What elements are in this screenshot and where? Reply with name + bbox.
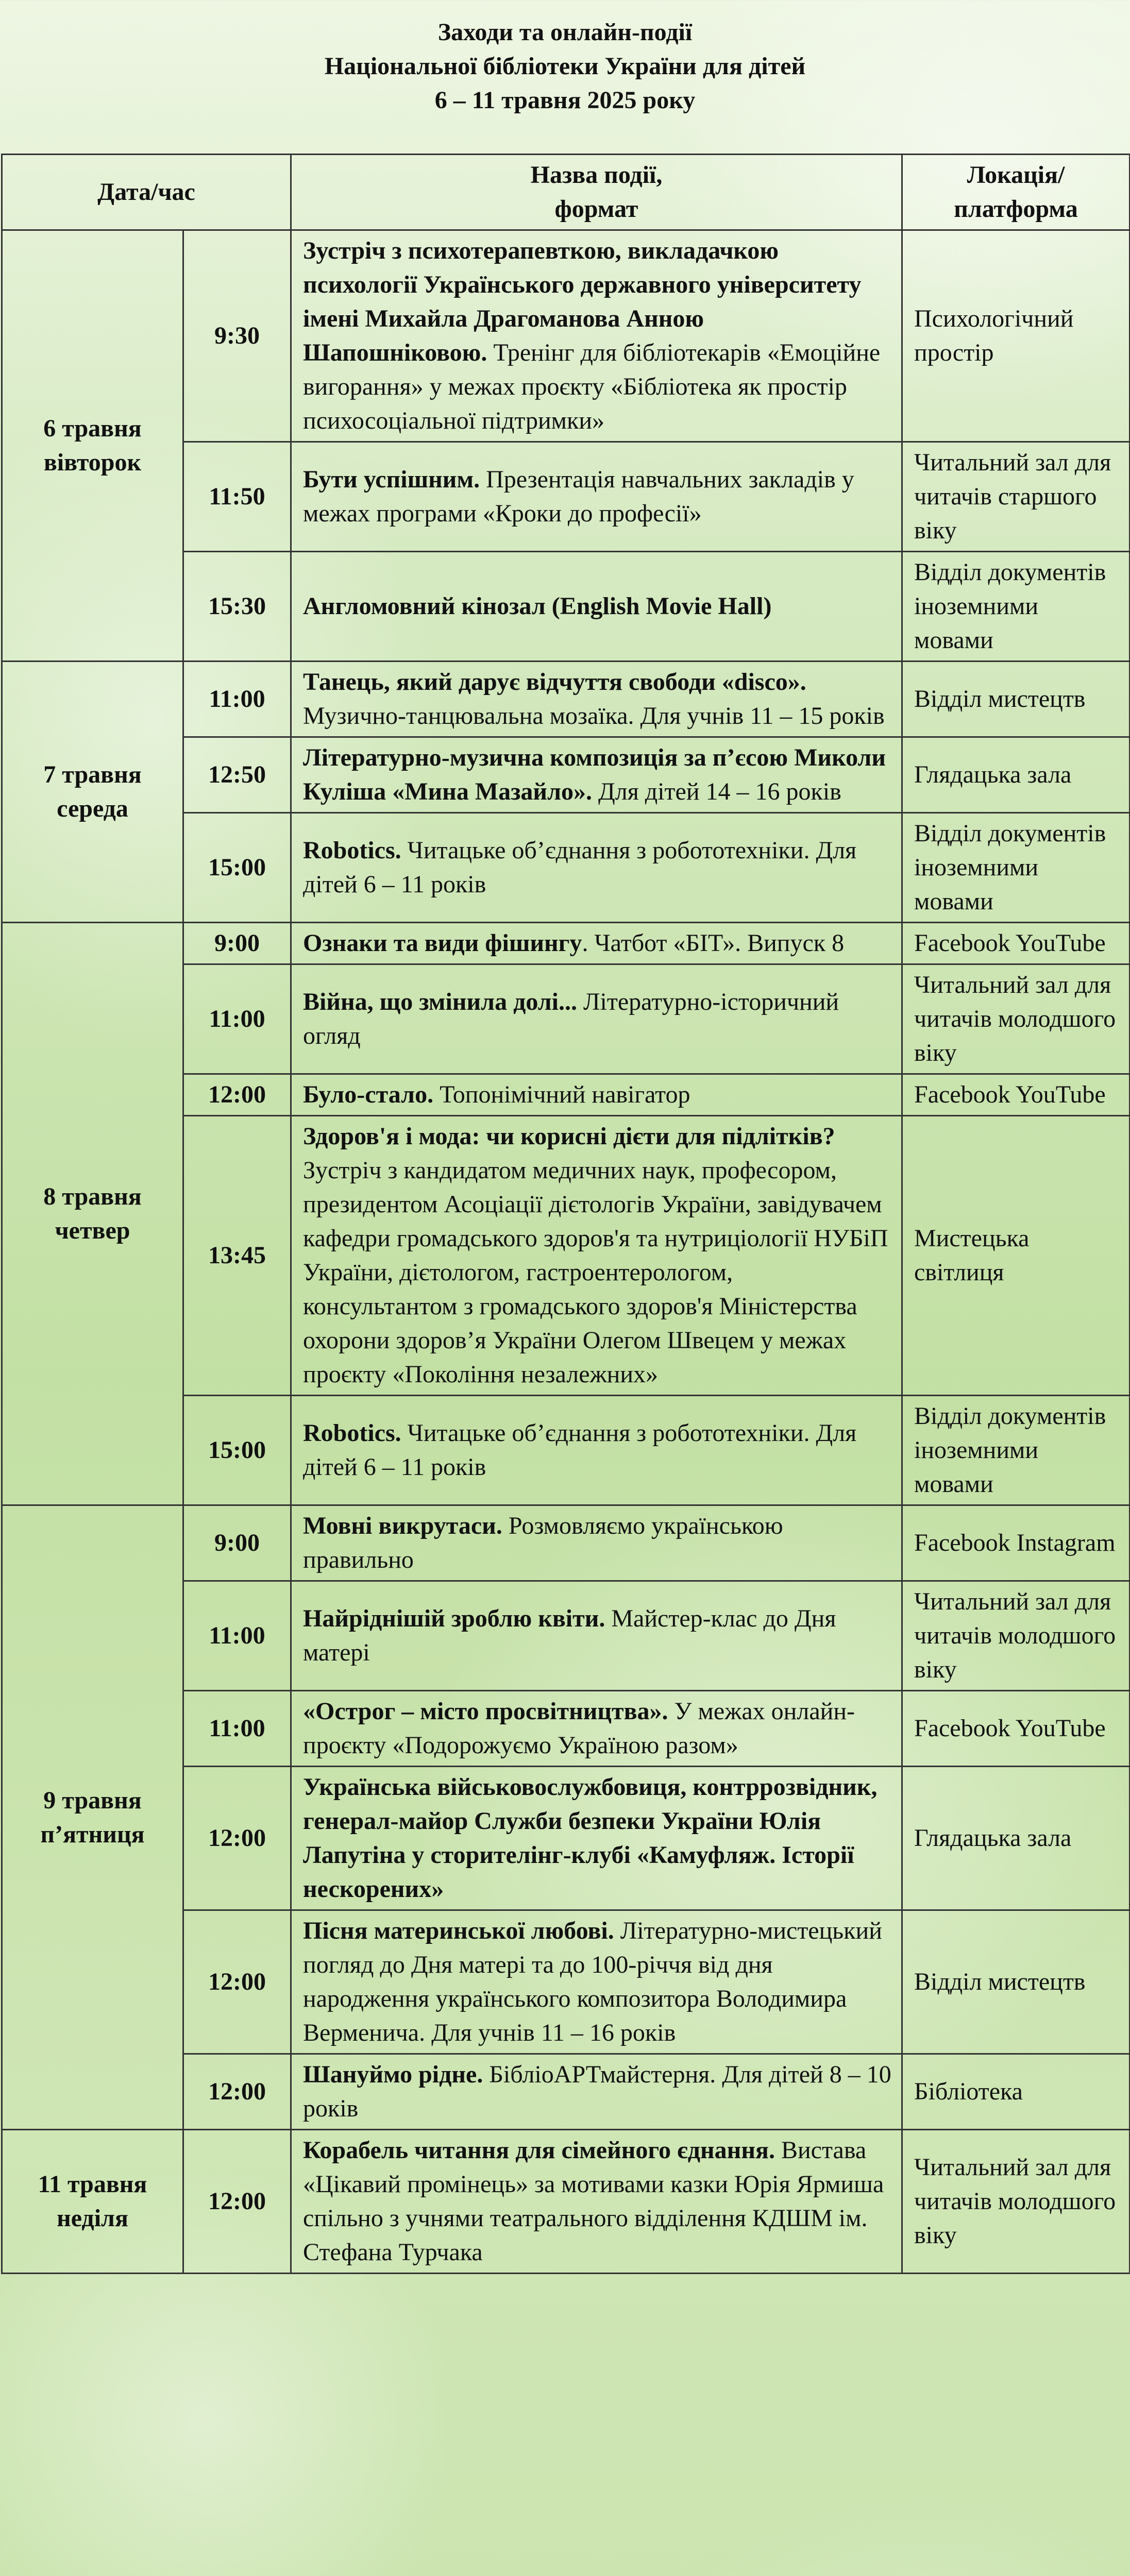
event-title: Здоров'я і мода: чи корисні дієти для підлітків? bbox=[303, 1123, 835, 1150]
event-cell bbox=[291, 552, 902, 662]
event-title: Літературно-музична композиція за п’єсою Миколи Куліша «Мина Мазайло». bbox=[303, 744, 886, 805]
table-row bbox=[2, 662, 1130, 737]
day-cell bbox=[2, 230, 183, 662]
event-cell bbox=[291, 964, 902, 1074]
day-cell bbox=[2, 1505, 183, 2130]
event-time: 11:00 bbox=[183, 662, 291, 737]
header-date-time: Дата/час bbox=[2, 155, 291, 230]
event-description: Розмовляємо українською правильно bbox=[303, 1512, 783, 1573]
event-location: Глядацька зала bbox=[902, 1767, 1130, 1910]
event-time: 9:00 bbox=[183, 1505, 291, 1581]
day-date: 11 травня bbox=[38, 2171, 147, 2198]
event-location: Facebook YouTube bbox=[902, 1691, 1130, 1767]
event-cell bbox=[291, 1910, 902, 2054]
day-cell bbox=[2, 662, 183, 923]
event-time: 11:00 bbox=[183, 1581, 291, 1691]
day-date: 6 травня bbox=[43, 415, 142, 442]
event-time: 11:00 bbox=[183, 964, 291, 1074]
event-time: 12:00 bbox=[183, 1074, 291, 1116]
event-description: Читацьке об’єднання з робототехніки. Для дітей 6 – 11 років bbox=[303, 1419, 857, 1481]
event-description: У межах онлайн-проєкту «Подорожуємо Україною разом» bbox=[303, 1698, 855, 1759]
event-cell bbox=[291, 1505, 902, 1581]
event-title: Пісня материнської любові. bbox=[303, 1917, 614, 1944]
event-description: Читацьке об’єднання з робототехніки. Для дітей 6 – 11 років bbox=[303, 837, 857, 898]
table-row bbox=[2, 2130, 1130, 2274]
day-weekday: середа bbox=[57, 795, 128, 822]
event-location: Відділ мистецтв bbox=[902, 1910, 1130, 2054]
event-title: Танець, який дарує відчуття свободи «disco». bbox=[303, 668, 806, 696]
event-time: 12:00 bbox=[183, 1910, 291, 2054]
event-location: Відділ документів іноземними мовами bbox=[902, 552, 1130, 662]
event-description: Топонімічний навігатор bbox=[433, 1081, 690, 1108]
event-time: 9:00 bbox=[183, 923, 291, 964]
day-cell bbox=[2, 2130, 183, 2274]
event-location: Відділ мистецтв bbox=[902, 662, 1130, 737]
table-header-row bbox=[2, 155, 1130, 230]
event-location: Психологічний простір bbox=[902, 230, 1130, 442]
event-location: Мистецька світлиця bbox=[902, 1116, 1130, 1396]
event-time: 12:50 bbox=[183, 737, 291, 813]
event-cell bbox=[291, 1396, 902, 1505]
event-title: Robotics. bbox=[303, 1419, 401, 1447]
day-cell bbox=[2, 923, 183, 1505]
event-location: Читальний зал для читачів молодшого віку bbox=[902, 964, 1130, 1074]
event-location: Читальний зал для читачів молодшого віку bbox=[902, 2130, 1130, 2274]
event-time: 9:30 bbox=[183, 230, 291, 442]
event-title: Війна, що змінила долі... bbox=[303, 988, 577, 1015]
event-title: Найріднішій зроблю квіти. bbox=[303, 1605, 605, 1632]
day-date: 7 травня bbox=[43, 761, 142, 788]
event-description: Літературно-історичний огляд bbox=[303, 988, 839, 1049]
event-cell bbox=[291, 1691, 902, 1767]
events-table-body bbox=[2, 230, 1130, 2274]
table-row bbox=[2, 923, 1130, 964]
event-cell bbox=[291, 2130, 902, 2274]
header-location: Локація/ платформа bbox=[902, 155, 1130, 230]
header-event-name bbox=[291, 155, 902, 230]
event-time: 15:00 bbox=[183, 813, 291, 923]
event-title: Англомовний кінозал (English Movie Hall) bbox=[303, 592, 772, 620]
event-title: Ознаки та види фішингу bbox=[303, 929, 582, 957]
day-weekday: п’ятниця bbox=[40, 1820, 145, 1848]
event-description: Тренінг для бібліотекарів «Емоційне вигорання» у межах проєкту «Бібліотека як простір психосоціальної підтримки» bbox=[303, 339, 881, 434]
event-cell bbox=[291, 230, 902, 442]
event-cell bbox=[291, 442, 902, 552]
event-cell bbox=[291, 813, 902, 923]
event-title: Корабель читання для сімейного єднання. bbox=[303, 2137, 775, 2164]
event-description: . Чатбот «БІТ». Випуск 8 bbox=[582, 929, 845, 957]
event-description: Літературно-мистецький погляд до Дня матері та до 100-річчя від дня народження українського композитора Володимира Верменича. Для учнів 11 – 16 років bbox=[303, 1917, 882, 2046]
event-time: 13:45 bbox=[183, 1116, 291, 1396]
event-location: Читальний зал для читачів старшого віку bbox=[902, 442, 1130, 552]
day-weekday: четвер bbox=[55, 1217, 130, 1244]
event-description: Музично-танцювальна мозаїка. Для учнів 11 – 15 років bbox=[303, 702, 885, 730]
event-location: Facebook YouTube bbox=[902, 923, 1130, 964]
event-description: Вистава «Цікавий промінець» за мотивами казки Юрія Ярмиша спільно з учнями театрального відділення КДШМ ім. Стефана Турчака bbox=[303, 2137, 884, 2266]
header-title: Заходи та онлайн-події bbox=[437, 19, 693, 46]
event-title: «Острог – місто просвітництва». bbox=[303, 1698, 668, 1725]
event-time: 11:50 bbox=[183, 442, 291, 552]
event-description: Зустріч з кандидатом медичних наук, професором, президентом Асоціації дієтологів України, завідувачем кафедри громадського здоров'я та нутриціології НУБіП України, дієтологом, гастроентерологом, консультантом з громадського здоров'я Міністерства охорони здоров’я України Олегом Швецем у межах проєкту «Покоління незалежних» bbox=[303, 1157, 888, 1388]
event-time: 15:30 bbox=[183, 552, 291, 662]
event-location: Відділ документів іноземними мовами bbox=[902, 813, 1130, 923]
day-weekday: неділя bbox=[57, 2205, 128, 2232]
header-dates: 6 – 11 травня 2025 року bbox=[434, 87, 696, 114]
event-cell bbox=[291, 662, 902, 737]
event-title: Мовні викрутаси. bbox=[303, 1512, 502, 1539]
event-location: Facebook YouTube bbox=[902, 1074, 1130, 1116]
day-date: 9 травня bbox=[43, 1786, 142, 1814]
event-cell bbox=[291, 1767, 902, 1910]
event-cell bbox=[291, 1074, 902, 1116]
header-event-format-line: формат bbox=[554, 195, 638, 223]
events-table bbox=[1, 154, 1130, 2274]
event-location: Читальний зал для читачів молодшого віку bbox=[902, 1581, 1130, 1691]
event-title: Зустріч з психотерапевткою, викладачкою психології Українського державного університету імені Михайла Драгоманова Анною Шапошніковою. bbox=[303, 237, 862, 366]
event-cell bbox=[291, 923, 902, 964]
event-location: Відділ документів іноземними мовами bbox=[902, 1396, 1130, 1505]
event-location: Бібліотека bbox=[902, 2054, 1130, 2130]
event-location: Facebook Instagram bbox=[902, 1505, 1130, 1581]
event-title: Було-стало. bbox=[303, 1081, 434, 1108]
event-cell bbox=[291, 1116, 902, 1396]
event-time: 12:00 bbox=[183, 1767, 291, 1910]
event-title: Шануймо рідне. bbox=[303, 2061, 483, 2088]
event-title: Robotics. bbox=[303, 837, 401, 864]
table-row bbox=[2, 1505, 1130, 1581]
day-weekday: вівторок bbox=[43, 449, 142, 476]
header-subtitle: Національної бібліотеки України для дітей bbox=[324, 53, 806, 80]
event-description: Для дітей 14 – 16 років bbox=[592, 778, 841, 805]
event-time: 15:00 bbox=[183, 1396, 291, 1505]
event-time: 12:00 bbox=[183, 2130, 291, 2274]
event-time: 11:00 bbox=[183, 1691, 291, 1767]
event-cell bbox=[291, 1581, 902, 1691]
event-title: Українська військовослужбовиця, контррозвідник, генерал-майор Служби безпеки України Юлія Лапутіна у сторителінг-клубі «Камуфляж. Історії нескорених» bbox=[303, 1773, 878, 1903]
table-row bbox=[2, 230, 1130, 442]
day-date: 8 травня bbox=[43, 1183, 142, 1210]
event-title: Бути успішним. bbox=[303, 466, 480, 493]
header-event-name-line: Назва події, bbox=[530, 161, 663, 189]
event-cell bbox=[291, 2054, 902, 2130]
page-header bbox=[0, 15, 1130, 117]
event-time: 12:00 bbox=[183, 2054, 291, 2130]
event-cell bbox=[291, 737, 902, 813]
event-description: Майстер-клас до Дня матері bbox=[303, 1605, 836, 1666]
event-description: БібліоАРТмайстерня. Для дітей 8 – 10 років bbox=[303, 2061, 891, 2122]
event-location: Глядацька зала bbox=[902, 737, 1130, 813]
event-description: Презентація навчальних закладів у межах програми «Кроки до професії» bbox=[303, 466, 854, 527]
